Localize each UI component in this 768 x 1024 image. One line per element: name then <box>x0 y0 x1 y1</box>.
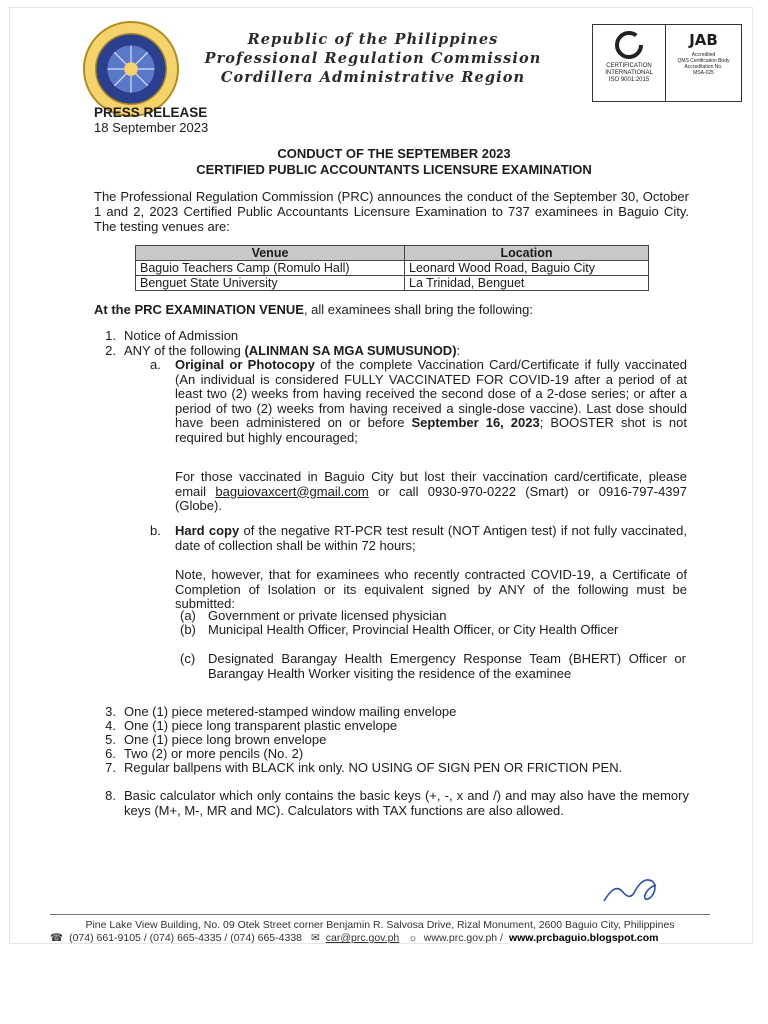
item-number: 3. <box>105 704 116 719</box>
footer-address: Pine Lake View Building, No. 09 Otek Street corner Benjamin R. Salvosa Drive, Rizal Monument, 2600 Baguio City, Philippines <box>85 919 675 931</box>
footer-divider <box>50 914 710 915</box>
item-2-tail: : <box>456 343 461 358</box>
footer-web-link[interactable]: www.prc.gov.ph / <box>423 932 503 944</box>
letterhead-line-3: Cordillera Administrative Region <box>220 69 526 86</box>
item-text: Regular ballpens with BLACK ink only. NO USING OF SIGN PEN OR FRICTION PEN. <box>124 760 623 775</box>
press-release-date: 18 September 2023 <box>94 120 209 135</box>
lead-bold: At the PRC EXAMINATION VENUE <box>94 302 304 317</box>
item-number: 4. <box>105 718 116 733</box>
footer-blog-link[interactable]: www.prcbaguio.blogspot.com <box>508 932 659 944</box>
press-release-header <box>94 105 208 135</box>
venue-cell: Baguio Teachers Camp (Romulo Hall) <box>136 261 405 276</box>
cert-right-line-4: MSA-025 <box>693 70 714 76</box>
sub-sub-label: (b) <box>180 622 196 637</box>
sub-sub-text: Government or private licensed physician <box>208 608 447 623</box>
venue-column-header: Venue <box>136 246 405 261</box>
location-column-header: Location <box>405 246 649 261</box>
cert-right-line-3: Accreditation No. <box>684 64 723 70</box>
venues-table-header <box>136 246 649 261</box>
sub-a-bold: Original or Photocopy <box>175 357 315 372</box>
cert-left-line-3: ISO 9001:2015 <box>608 77 650 83</box>
location-cell: Leonard Wood Road, Baguio City <box>405 261 649 276</box>
item-number: 6. <box>105 746 116 761</box>
footer-contacts <box>50 932 750 944</box>
ring-icon <box>613 29 645 61</box>
document-page <box>10 8 752 943</box>
document-title <box>94 146 694 177</box>
item-2-bold: (ALINMAN SA MGA SUMUSUNOD) <box>244 343 457 358</box>
sub-sub-text: Municipal Health Officer, Provincial Health Officer, or City Health Officer <box>208 622 619 637</box>
sub-sub-label: (a) <box>180 608 196 623</box>
sub-b-text: of the negative RT-PCR test result (NOT Antigen test) if not fully vaccinated, date of collection shall be within 72 hours; <box>175 523 688 553</box>
cert-right-line-2: QMS Certification Body <box>677 58 730 64</box>
sub-a-text-2: ; BOOSTER shot is not required but highly encouraged; <box>175 415 688 445</box>
location-cell: La Trinidad, Benguet <box>405 276 649 291</box>
title-line-1: CONDUCT OF THE SEPTEMBER 2023 <box>277 146 511 161</box>
item-text: One (1) piece long transparent plastic envelope <box>124 718 398 733</box>
sub-a-note-2: or call 0930-970-0222 (Smart) or 0916-797-4397 (Globe). <box>175 483 687 514</box>
sub-b-bold: Hard copy <box>175 523 240 538</box>
prc-seal-logo <box>82 20 180 118</box>
sub-a-note-1: For those vaccinated in Baguio City but lost their vaccination card/certificate, please email <box>175 469 687 499</box>
requirements-lead <box>94 302 533 317</box>
item-text: One (1) piece long brown envelope <box>124 732 327 747</box>
letterhead <box>193 30 553 87</box>
table-row <box>136 276 649 291</box>
venues-table <box>135 245 649 291</box>
phone-icon: ☎ <box>50 932 64 944</box>
item-number: 7. <box>105 760 116 775</box>
footer-email-link[interactable]: car@prc.gov.ph <box>325 932 400 944</box>
vaccination-email-link[interactable]: baguiovaxcert@gmail.com <box>215 483 369 499</box>
item-number: 2. <box>105 343 116 358</box>
item-text: One (1) piece metered-stamped window mailing envelope <box>124 704 457 719</box>
certification-international-logo <box>593 25 666 101</box>
cert-left-line-1: CERTIFICATION <box>606 63 652 69</box>
press-release-label: PRESS RELEASE <box>94 105 208 120</box>
sub-item-a-note <box>175 470 687 514</box>
sub-item-label: a. <box>150 357 161 372</box>
sub-item-b-text <box>175 524 687 553</box>
sub-a-text-1: of the complete Vaccination Card/Certificate if fully vaccinated (An individual is considered FULLY VACCINATED FOR COVID-19 after a period of at least two (2) weeks from having received the second dose of a 2-dose series; or after a period of two (2) weeks from having received a single-dose vaccine). Last dose should have been administered on or before <box>175 357 687 431</box>
mail-icon: ✉ <box>310 932 320 944</box>
sub-item-label: b. <box>150 523 161 538</box>
lead-rest: , all examinees shall bring the following: <box>303 302 534 317</box>
intro-paragraph: The Professional Regulation Commission (PRC) announces the conduct of the September 30, October 1 and 2, 2023 Certified Public Accountants Licensure Examination to 737 examinees in Baguio City. The testing venues are: <box>94 189 689 234</box>
signature-mark <box>600 863 680 913</box>
item-text: Basic calculator which only contains the basic keys (+, -, x and /) and may also have the memory keys (M+, M-, MR and MC). Calculators with TAX functions are also allowed. <box>124 788 689 818</box>
item-text: Notice of Admission <box>124 328 239 343</box>
title-line-2: CERTIFIED PUBLIC ACCOUNTANTS LICENSURE EXAMINATION <box>196 161 592 177</box>
cert-left-line-2: INTERNATIONAL <box>605 70 653 76</box>
jab-logo-text: JAB <box>689 31 718 49</box>
cert-right-line-1: Accredited <box>691 52 716 58</box>
item-text: Two (2) or more pencils (No. 2) <box>124 746 304 761</box>
letterhead-line-1: Republic of the Philippines <box>247 31 499 48</box>
globe-icon: ☼ <box>408 932 418 944</box>
sub-sub-text: Designated Barangay Health Emergency Response Team (BHERT) Officer or Barangay Health Worker visiting the residence of the examinee <box>208 651 686 681</box>
item-number: 8. <box>105 788 116 803</box>
venue-cell: Benguet State University <box>136 276 405 291</box>
sub-a-date: September 16, 2023 <box>411 415 540 431</box>
letterhead-line-2: Professional Regulation Commission <box>204 50 542 67</box>
item-2-text: ANY of the following <box>124 343 245 358</box>
item-number: 5. <box>105 732 116 747</box>
sub-sub-label: (c) <box>180 651 196 666</box>
sub-item-b-note: Note, however, that for examinees who recently contracted COVID-19, a Certificate of Completion of Isolation or its equivalent signed by ANY of the following must be submitted: <box>175 567 687 612</box>
iso-certification-badge <box>592 24 742 102</box>
sub-item-a-text <box>175 358 687 446</box>
item-number: 1. <box>105 328 116 343</box>
footer-phones: (074) 661-9105 / (074) 665-4335 / (074) 665-4338 <box>69 932 303 944</box>
jab-accreditation-logo <box>666 25 741 101</box>
table-row <box>136 261 649 276</box>
